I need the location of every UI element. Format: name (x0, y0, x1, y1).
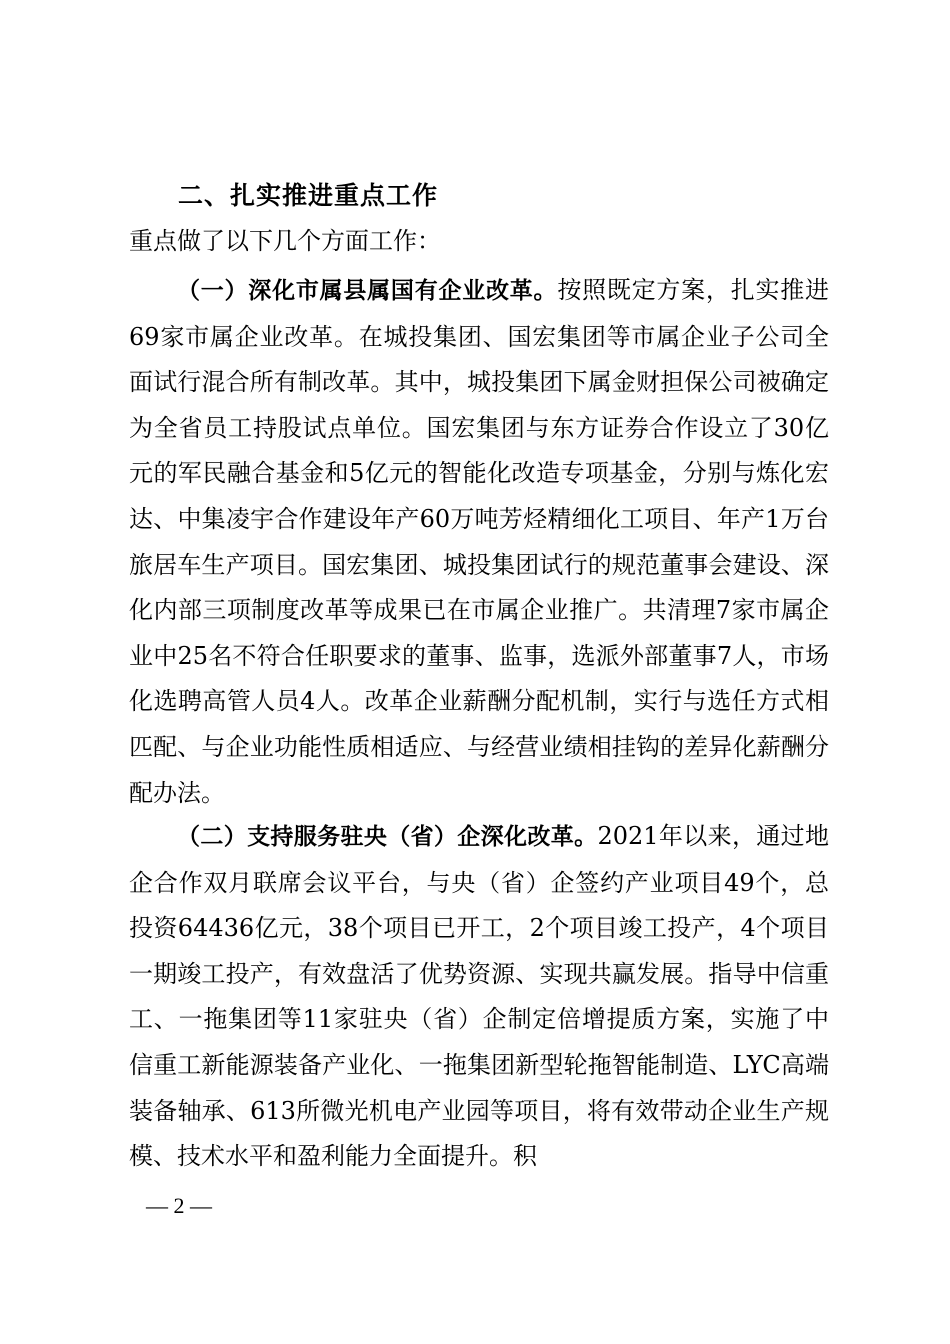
page-number: — 2 — (146, 1193, 212, 1218)
section-heading: 二、扎实推进重点工作 (178, 181, 439, 210)
paragraph-soe-reform-body: 按照既定方案，扎实推进69家市属企业改革。在城投集团、国宏集团等市属企业子公司全面试行混合所有制改革。其中，城投集团下属金财担保公司被确定为全省员工持股试点单位。国宏集团与东方证券合作设立了30亿元的军民融合基金和5亿元的智能化改造专项基金，分别与炼化宏达、中集凌宇合作建设年产60万吨芳烃精细化工项目、年产1万台旅居车生产项目。国宏集团、城投集团试行的规范董事会建设、深化内部三项制度改革等成果已在市属企业推广。共清理7家市属企业中25名不符合任职要求的董事、监事，选派外部董事7人，市场化选聘高管人员4人。改革企业薪酬分配机制，实行与选任方式相匹配、与企业功能性质相适应、与经营业绩相挂钩的差异化薪酬分配办法。 (129, 276, 830, 807)
intro-paragraph: 重点做了以下几个方面工作： (129, 227, 441, 255)
paragraph-soe-reform (129, 268, 829, 816)
paragraph-central-enterprise-reform (129, 814, 829, 1180)
paragraph-soe-reform-lead: （一）深化市属县属国有企业改革。 (177, 278, 558, 304)
paragraph-central-enterprise-reform-lead: （二）支持服务驻央（省）企深化改革。 (177, 824, 598, 850)
paragraph-central-enterprise-reform-body: 2021年以来，通过地企合作双月联席会议平台，与央（省）企签约产业项目49个，总投资64436亿元，38个项目已开工，2个项目竣工投产，4个项目一期竣工投产，有效盘活了优势资源、实现共赢发展。指导中信重工、一拖集团等11家驻央（省）企制定倍增提质方案，实施了中信重工新能源装备产业化、一拖集团新型轮拖智能制造、LYC高端装备轴承、613所微光机电产业园等项目，将有效带动企业生产规模、技术水平和盈利能力全面提升。积 (129, 822, 830, 1171)
